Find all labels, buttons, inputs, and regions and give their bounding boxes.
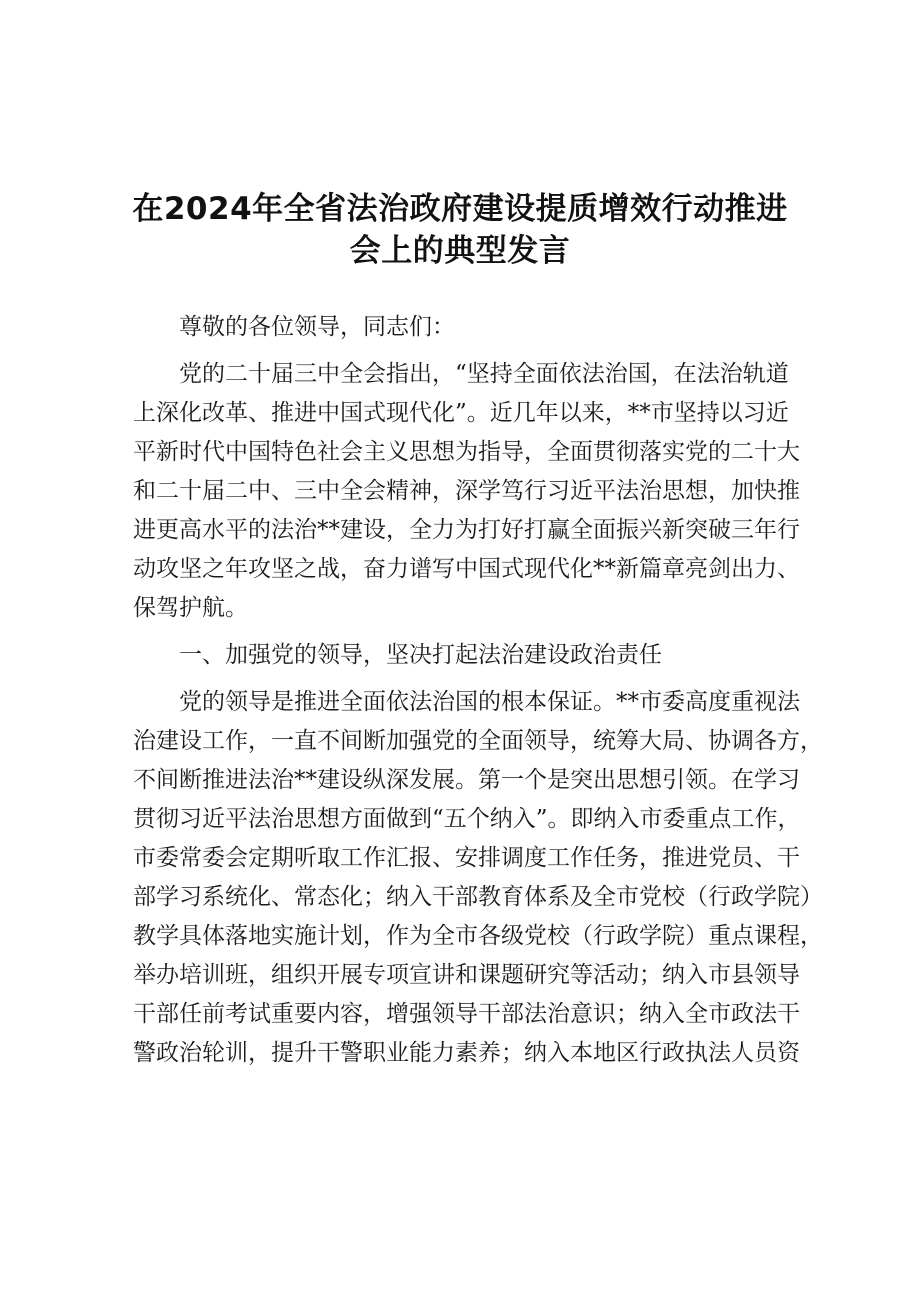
- paragraph-line: 平新时代中国特色社会主义思想为指导，全面贯彻落实党的二十大: [133, 439, 800, 465]
- paragraph-line: 贯彻习近平法治思想方面做到“五个纳入”。即纳入市委重点工作，: [133, 806, 801, 832]
- paragraph-party-leadership: [133, 683, 823, 1073]
- paragraph-line: 市委常委会定期听取工作汇报、安排调度工作任务，推进党员、干: [133, 845, 800, 871]
- title-line-2: 会上的典型发言: [349, 233, 571, 269]
- salutation: 尊敬的各位领导，同志们：: [179, 314, 455, 340]
- paragraph-intro: [133, 355, 798, 628]
- paragraph-line: 干部任前考试重要内容，增强领导干部法治意识；纳入全市政法干: [133, 1001, 800, 1027]
- paragraph-line: 举办培训班，组织开展专项宣讲和课题研究等活动；纳入市县领导: [133, 962, 800, 988]
- paragraph-line: 不间断推进法治**建设纵深发展。第一个是突出思想引领。在学习: [133, 767, 800, 793]
- paragraph-line: 进更高水平的法治**建设，全力为打好打赢全面振兴新突破三年行: [133, 517, 800, 543]
- paragraph-line: 动攻坚之年攻坚之战，奋力谱写中国式现代化**新篇章亮剑出力、: [133, 556, 800, 582]
- paragraph-line: 警政治轮训，提升干警职业能力素养；纳入本地区行政执法人员资: [133, 1040, 800, 1066]
- section-heading: 一、加强党的领导，坚决打起法治建设政治责任: [179, 642, 662, 668]
- paragraph-line: 党的二十届三中全会指出，“坚持全面依法治国，在法治轨道: [179, 361, 789, 387]
- paragraph-line: 教学具体落地实施计划，作为全市各级党校（行政学院）重点课程，: [133, 923, 823, 949]
- title-line-1: 在2024年全省法治政府建设提质增效行动推进: [132, 191, 788, 227]
- paragraph-line: 上深化改革、推进中国式现代化”。近几年以来，**市坚持以习近: [133, 400, 789, 426]
- document-title: [0, 188, 920, 272]
- paragraph-line: 保驾护航。: [133, 595, 248, 621]
- paragraph-line: 党的领导是推进全面依法治国的根本保证。**市委高度重视法: [179, 689, 800, 715]
- paragraph-line: 和二十届二中、三中全会精神，深学笃行习近平法治思想，加快推: [133, 478, 800, 504]
- paragraph-line: 治建设工作，一直不间断加强党的全面领导，统筹大局、协调各方，: [133, 728, 823, 754]
- paragraph-line: 部学习系统化、常态化；纳入干部教育体系及全市党校（行政学院）: [133, 884, 823, 910]
- document-body: [133, 308, 823, 1073]
